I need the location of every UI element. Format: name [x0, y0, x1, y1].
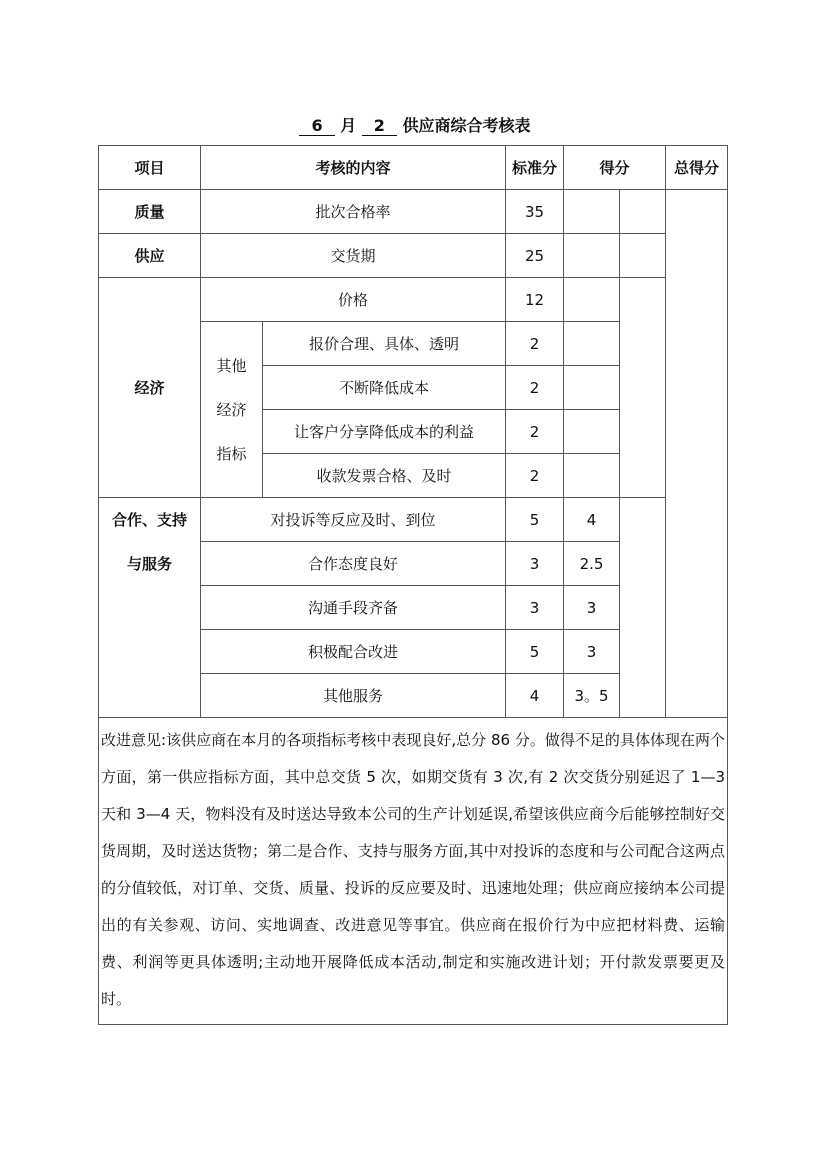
content-cell: 收款发票合格、及时 [263, 454, 506, 498]
score-cell[interactable] [564, 278, 620, 322]
standard-cell: 2 [506, 454, 564, 498]
table-row [99, 278, 728, 322]
category-economy: 经济 [99, 278, 201, 498]
standard-cell: 5 [506, 498, 564, 542]
score-cell[interactable]: 4 [564, 498, 620, 542]
standard-cell: 3 [506, 586, 564, 630]
header-total: 总得分 [666, 146, 728, 190]
content-cell: 积极配合改进 [201, 630, 506, 674]
score-cell-2[interactable] [620, 498, 666, 718]
content-cell: 批次合格率 [201, 190, 506, 234]
improvement-row [99, 718, 728, 1025]
table-row [99, 498, 728, 542]
form-title [0, 113, 830, 136]
standard-cell: 2 [506, 410, 564, 454]
standard-cell: 3 [506, 542, 564, 586]
label-line: 其他 [216, 356, 247, 375]
score-cell[interactable] [564, 190, 620, 234]
header-standard: 标准分 [506, 146, 564, 190]
title-name: 供应商综合考核表 [402, 116, 531, 135]
content-cell: 沟通手段齐备 [201, 586, 506, 630]
content-cell: 对投诉等反应及时、到位 [201, 498, 506, 542]
score-cell[interactable] [564, 234, 620, 278]
standard-cell: 2 [506, 322, 564, 366]
title-month-label: 月 [340, 116, 357, 135]
standard-cell: 2 [506, 366, 564, 410]
standard-cell: 35 [506, 190, 564, 234]
standard-cell: 25 [506, 234, 564, 278]
score-cell[interactable]: 3 [564, 586, 620, 630]
label-line: 指标 [216, 444, 247, 463]
score-cell[interactable] [564, 322, 620, 366]
total-score-cell[interactable] [666, 190, 728, 718]
category-quality: 质量 [99, 190, 201, 234]
table-row [99, 234, 728, 278]
score-cell[interactable] [564, 454, 620, 498]
content-cell: 报价合理、具体、透明 [263, 322, 506, 366]
content-cell: 不断降低成本 [263, 366, 506, 410]
category-line: 合作、支持 [111, 511, 187, 529]
header-score: 得分 [564, 146, 666, 190]
category-service [99, 498, 201, 718]
table-header-row [99, 146, 728, 190]
score-cell[interactable]: 3 [564, 630, 620, 674]
score-cell-2[interactable] [620, 190, 666, 234]
table-row [99, 190, 728, 234]
title-month: 6 [299, 116, 334, 136]
standard-cell: 5 [506, 630, 564, 674]
content-cell: 其他服务 [201, 674, 506, 718]
content-cell: 让客户分享降低成本的利益 [263, 410, 506, 454]
other-economic-indicators-label [201, 322, 263, 498]
score-cell-2[interactable] [620, 234, 666, 278]
title-number: 2 [362, 116, 397, 136]
label-line: 经济 [216, 400, 247, 419]
content-cell: 价格 [201, 278, 506, 322]
score-cell[interactable]: 2.5 [564, 542, 620, 586]
score-cell[interactable] [564, 410, 620, 454]
category-supply: 供应 [99, 234, 201, 278]
content-cell: 合作态度良好 [201, 542, 506, 586]
content-cell: 交货期 [201, 234, 506, 278]
score-cell[interactable] [564, 366, 620, 410]
standard-cell: 12 [506, 278, 564, 322]
score-cell-2[interactable] [620, 278, 666, 498]
standard-cell: 4 [506, 674, 564, 718]
category-line: 与服务 [126, 555, 172, 573]
evaluation-table [98, 145, 728, 1025]
header-item: 项目 [99, 146, 201, 190]
score-cell[interactable]: 3。5 [564, 674, 620, 718]
header-content: 考核的内容 [201, 146, 506, 190]
improvement-comments: 改进意见:该供应商在本月的各项指标考核中表现良好,总分 86 分。做得不足的具体体现在两个方面，第一供应指标方面，其中总交货 5 次，如期交货有 3 次,有 2 次交货分别延迟了 1—3 天和 3—4 天，物料没有及时送达导致本公司的生产计划延误,希望该供应商今后能够控制好交货周期，及时送达货物；第二是合作、支持与服务方面,其中对投诉的态度和与公司配合这两点的分值较低，对订单、交货、质量、投诉的反应要及时、迅速地处理；供应商应接纳本公司提出的有关参观、访问、实地调查、改进意见等事宜。供应商在报价行为中应把材料费、运输费、利润等更具体透明;主动地开展降低成本活动,制定和实施改进计划；开付款发票要更及时。 [99, 718, 728, 1025]
